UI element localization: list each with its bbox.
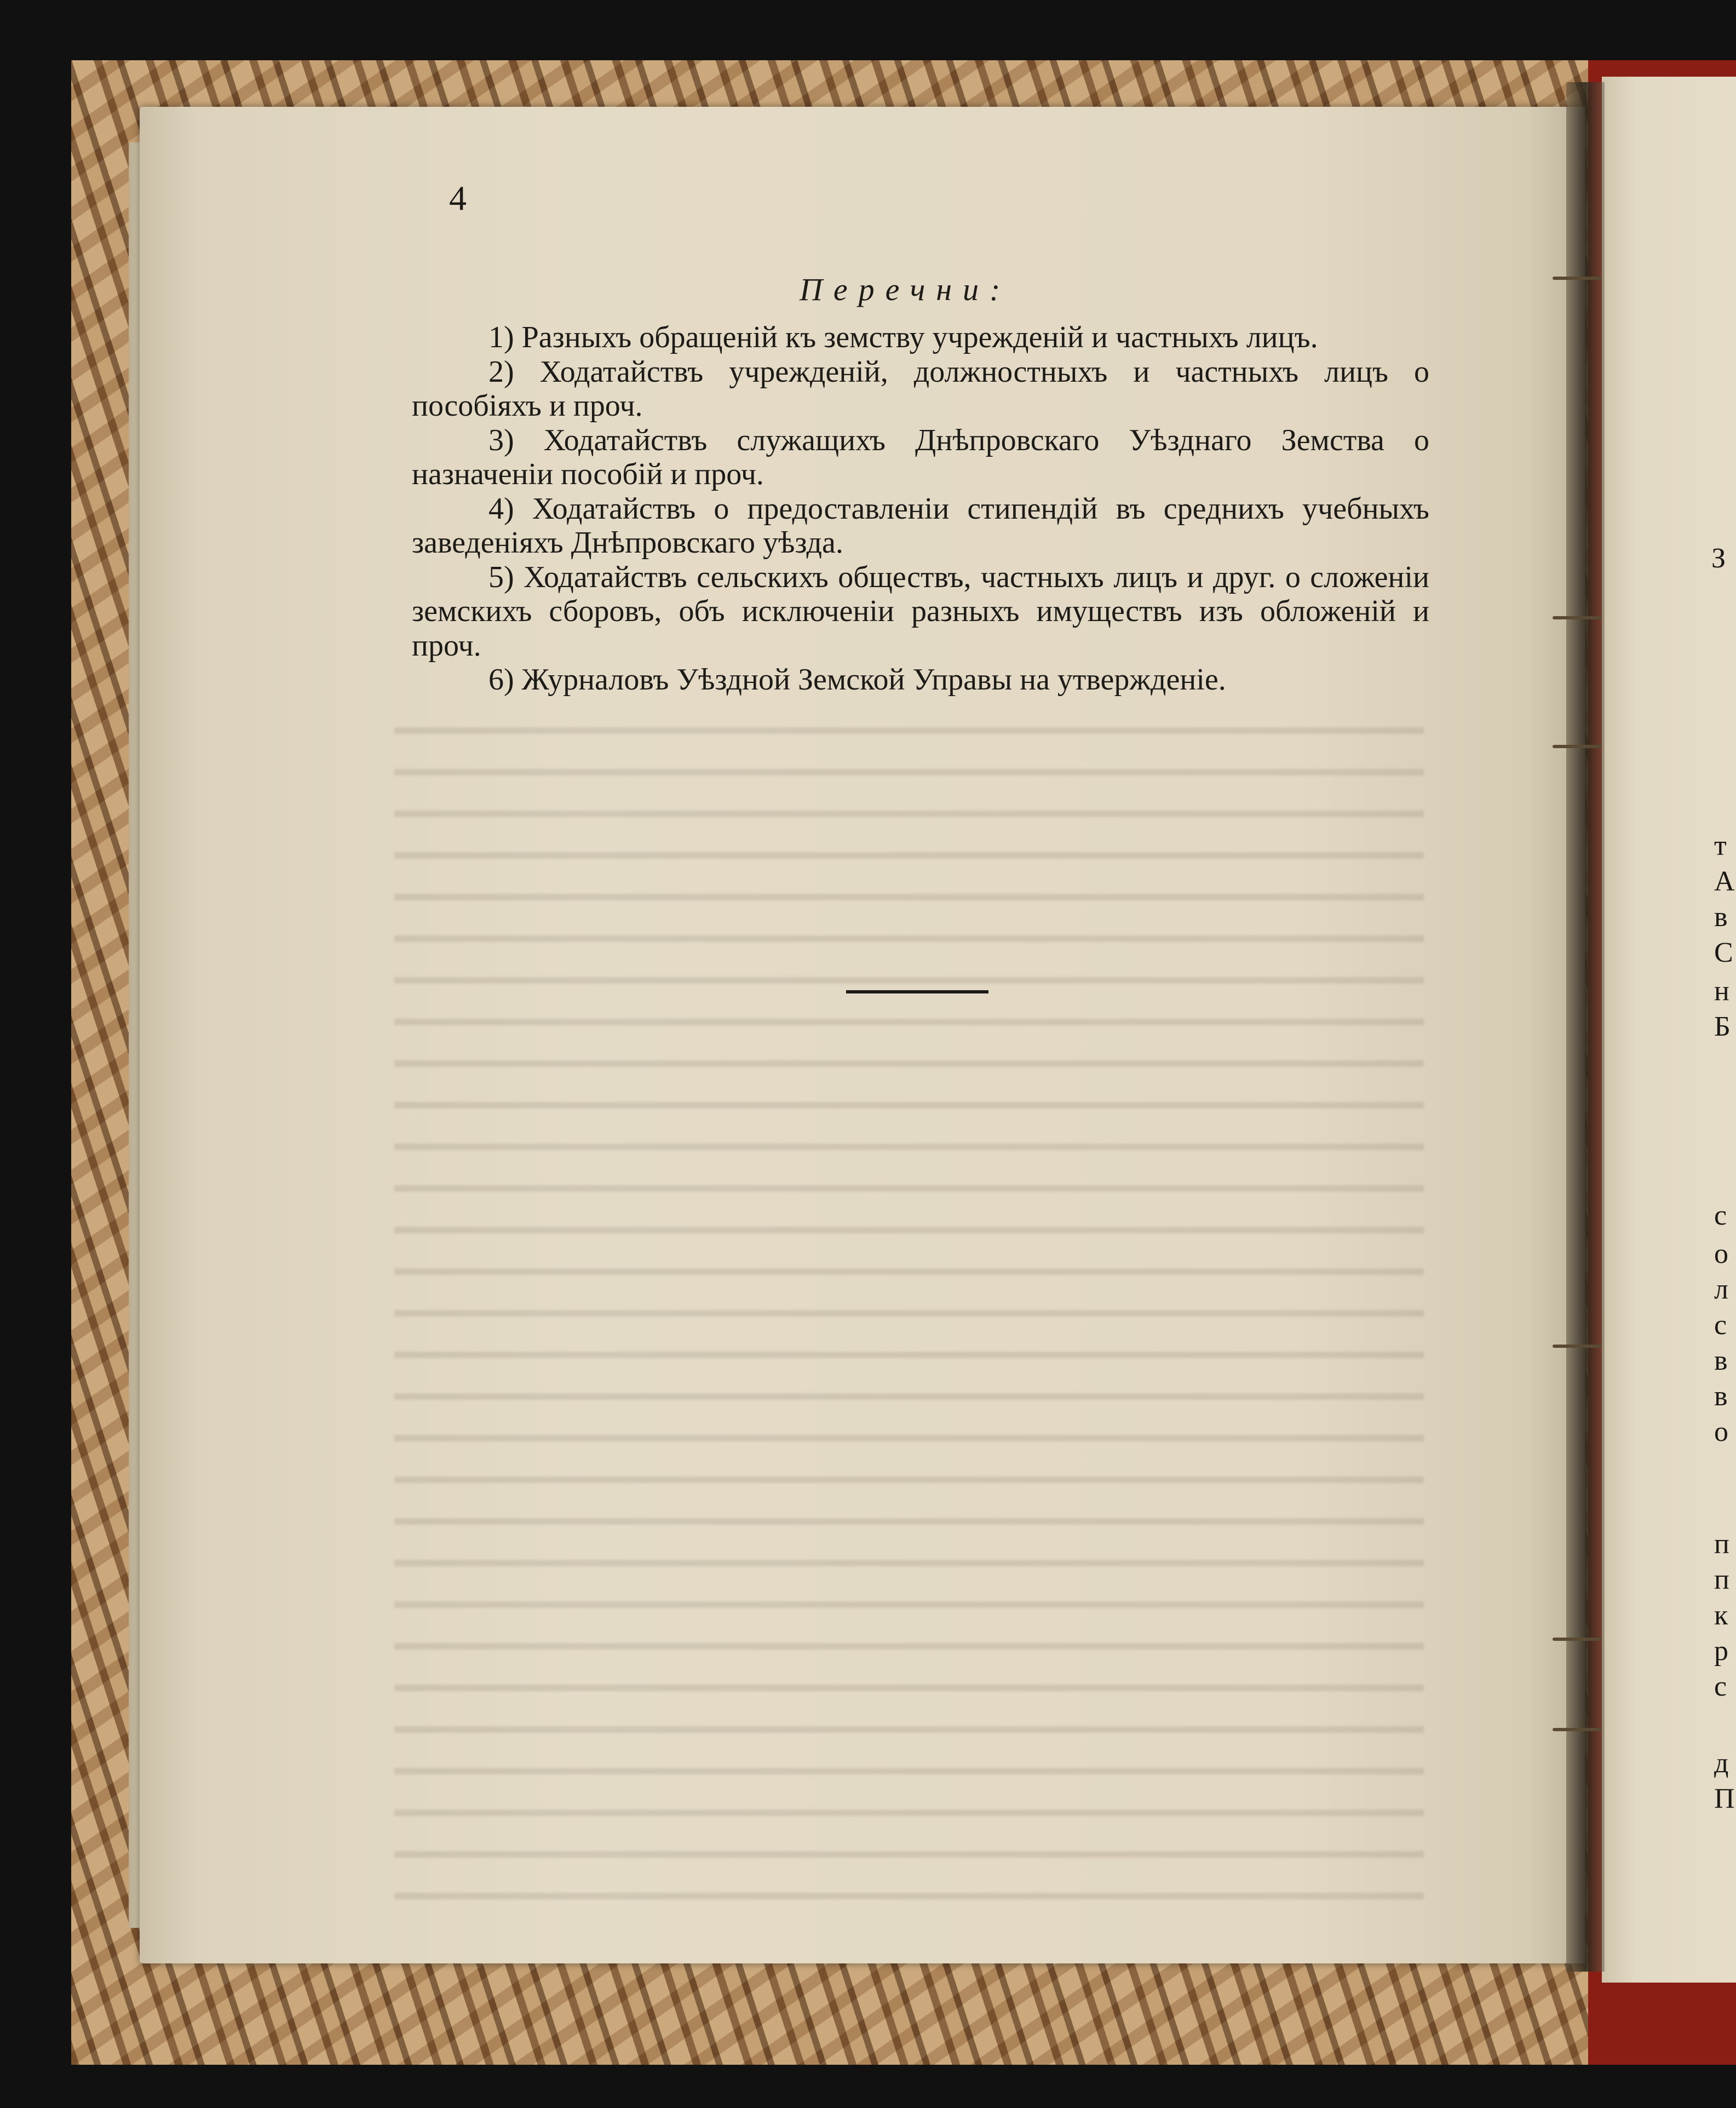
binding-stitch: [1553, 1345, 1602, 1348]
facing-page-fragment: П: [1714, 1783, 1735, 1814]
list-item: 3) Ходатайствъ служащихъ Днѣпровскаго Уѣзднаго Земства о назначеніи пособій и проч.: [412, 423, 1429, 491]
facing-page-fragment: п: [1714, 1564, 1729, 1595]
book-gutter: [1566, 82, 1605, 1972]
facing-page-fragment: р: [1714, 1635, 1728, 1667]
facing-page-fragment: н: [1714, 975, 1729, 1007]
facing-page-fragment: д: [1714, 1748, 1729, 1779]
facing-page-fragment: с: [1714, 1671, 1727, 1702]
list-item: 6) Журналовъ Уѣздной Земской Управы на утвержденіе.: [488, 663, 1226, 697]
facing-page-fragment: Б: [1714, 1011, 1731, 1042]
binding-stitch: [1553, 1638, 1602, 1641]
facing-page-fragment: с: [1714, 1309, 1727, 1341]
binding-stitch: [1553, 277, 1602, 280]
entry-list: [412, 320, 1429, 697]
binding-stitch: [1553, 1728, 1602, 1731]
binding-stitch: [1553, 745, 1602, 748]
list-item: 2) Ходатайствъ учрежденій, должностныхъ и частныхъ лицъ о пособіяхъ и проч.: [412, 354, 1429, 423]
page-heading: Перечни:: [800, 272, 1011, 307]
facing-page: [1602, 77, 1736, 1983]
facing-page-fragment: с: [1714, 1200, 1727, 1231]
facing-page-fragment: З: [1711, 543, 1726, 574]
bleed-through-text: [394, 701, 1424, 1906]
list-item: 1) Разныхъ обращеній къ земству учрежденій и частныхъ лицъ.: [488, 320, 1318, 354]
facing-page-fragment: в: [1714, 1381, 1728, 1412]
section-divider: [846, 990, 988, 993]
list-item: 4) Ходатайствъ о предоставленіи стипендій въ среднихъ учебныхъ заведеніяхъ Днѣпровскаго уѣзда.: [412, 491, 1429, 560]
facing-page-fragment: о: [1714, 1238, 1728, 1270]
facing-page-fragment: А: [1714, 866, 1735, 897]
facing-page-fragment: С: [1714, 937, 1733, 968]
binding-stitch: [1553, 616, 1602, 619]
page-number: 4: [449, 179, 467, 217]
facing-page-fragment: в: [1714, 1345, 1728, 1376]
facing-page-fragment: п: [1714, 1529, 1729, 1560]
facing-page-fragment: о: [1714, 1416, 1728, 1448]
facing-page-fragment: в: [1714, 901, 1728, 933]
facing-page-fragment: л: [1714, 1274, 1728, 1305]
list-item: 5) Ходатайствъ сельскихъ обществъ, частныхъ лицъ и друг. о сложеніи земскихъ сборовъ, объ исключеніи разныхъ имуществъ изъ обложеній и проч.: [412, 560, 1429, 663]
facing-page-fragment: к: [1714, 1600, 1728, 1631]
facing-page-fragment: т: [1714, 830, 1727, 861]
